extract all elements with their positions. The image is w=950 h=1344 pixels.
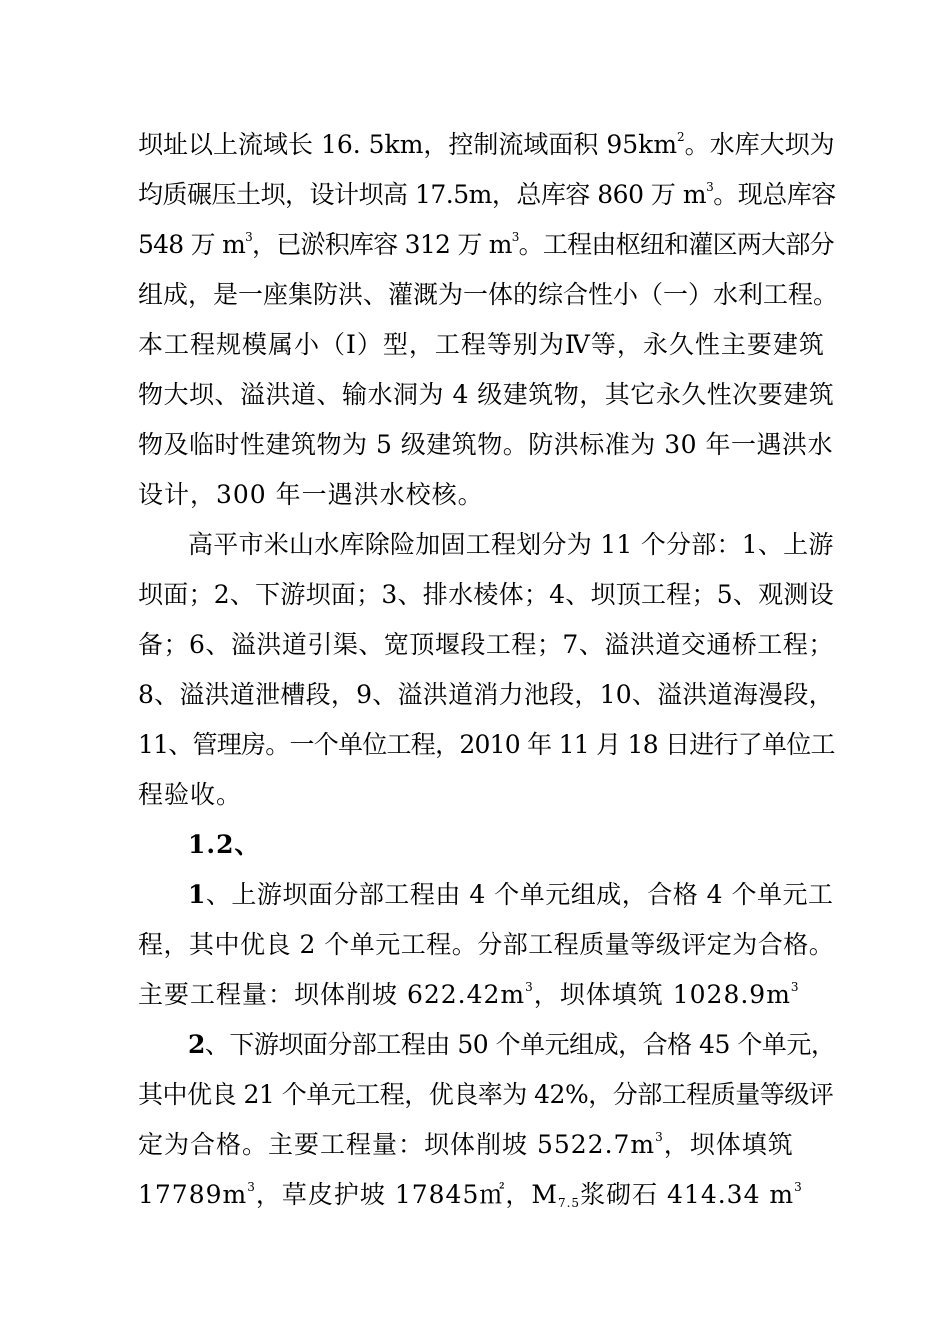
item-number: 1 xyxy=(188,880,206,909)
text-line: 11、管理房。一个单位工程，2010 年 11 月 18 日进行了单位工 xyxy=(138,730,835,759)
text-line: 程验收。 xyxy=(138,780,243,809)
item-number: 2 xyxy=(188,1030,205,1059)
text-line: 548 万 $m^3$，已淤积库容 312 万 $m^3$。工程由枢纽和灌区两大部分 xyxy=(138,230,834,259)
text-line: 均质碾压土坝，设计坝高 17.5m，总库容 860 万 $m^3$。现总库容 xyxy=(138,180,836,209)
text-line: $17789m^3$，草皮护坡 17845㎡，$M_{7.5}$浆砌石 414.34 $m^3$ xyxy=(138,1180,803,1210)
text-line: 坝面；2、下游坝面；3、排水棱体；4、坝顶工程；5、观测设 xyxy=(138,580,834,609)
text-line: 程，其中优良 2 个单元工程。分部工程质量等级评定为合格。 xyxy=(138,930,835,959)
text-line: 组成，是一座集防洪、灌溉为一体的综合性小（一）水利工程。 xyxy=(138,280,839,309)
text-line: 主要工程量：坝体削坡 $622.42m^3$，坝体填筑 $1028.9m^3$ xyxy=(138,980,800,1009)
text-line: 定为合格。主要工程量：坝体削坡 $5522.7m^3$，坝体填筑 xyxy=(138,1130,794,1159)
text-line: 2、下游坝面分部工程由 50 个单元组成，合格 45 个单元， xyxy=(188,1030,836,1059)
section-heading: 1.2、 xyxy=(188,830,261,859)
text-line: 设计，300 年一遇洪水校核。 xyxy=(138,480,484,509)
text-line: 高平市米山水库除险加固工程划分为 11 个分部：1、上游 xyxy=(188,530,834,559)
text-line: 本工程规模属小（Ⅰ）型，工程等别为Ⅳ等，永久性主要建筑 xyxy=(138,330,825,359)
text-line: 8、溢洪道泄槽段，9、溢洪道消力池段，10、溢洪道海漫段， xyxy=(138,680,834,709)
text-line: 坝址以上流域长 16. 5km，控制流域面积 $95km^2$。水库大坝为 xyxy=(138,130,835,159)
text-line: 其中优良 21 个单元工程，优良率为 42%，分部工程质量等级评 xyxy=(138,1080,834,1109)
text-line: 1、上游坝面分部工程由 4 个单元组成，合格 4 个单元工 xyxy=(188,880,834,909)
text-line: 备；6、溢洪道引渠、宽顶堰段工程；7、溢洪道交通桥工程； xyxy=(138,630,834,659)
text-line: 物及临时性建筑物为 5 级建筑物。防洪标准为 30 年一遇洪水 xyxy=(138,430,834,459)
text-line: 物大坝、溢洪道、输水洞为 4 级建筑物，其它永久性次要建筑 xyxy=(138,380,835,409)
